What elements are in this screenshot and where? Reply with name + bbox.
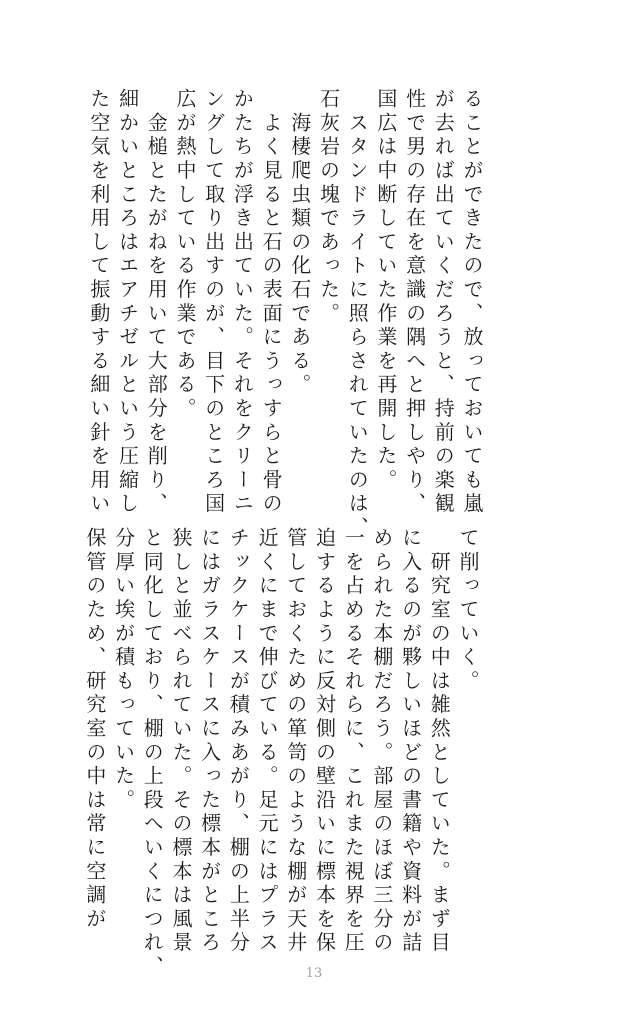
text-line: 国広は中断していた作業を再開した。 [373,88,398,493]
text-line: 広が熱中している作業である。 [172,88,197,422]
text-line: 細かいところはエアチゼルという圧縮し [115,88,140,517]
text-line: 迫するように反対側の壁沿いに標本を保 [312,527,337,956]
text-line: 金槌とたがねを用いて大部分を削り、 [144,88,169,517]
text-line: にはガラスケースに入った標本がところ [197,527,222,956]
text-line: た空気を利用して振動する細い針を用い [86,88,111,517]
text-line: かたちが浮き出ていた。それをクリーニ [230,88,255,517]
text-line: 海棲爬虫類の化石である。 [287,88,312,398]
text-block-top [86,88,486,541]
text-line: 管しておくための箪笥のような棚が天井 [283,527,308,956]
text-line: 保管のため、研究室の中は常に空調が [82,527,107,932]
text-line: 分厚い埃が積もっていた。 [111,527,136,813]
text-line: に入るのが夥しいほどの書籍や資料が詰 [398,527,423,956]
text-line: て削っていく。 [456,527,480,694]
text-line: よく見ると石の表面にうっすらと骨の [259,88,284,517]
text-line: 性で男の存在を意識の隅へと押しやり、 [402,88,427,517]
text-line: チックケースが積みあがり、棚の上半分 [226,527,251,956]
text-line: 研究室の中は雑然としていた。まず目 [427,527,452,956]
text-line: 近くにまで伸びている。足元にはプラス [255,527,280,956]
text-line: 一を占めるそれらに、これまた視界を圧 [341,527,366,956]
page-number: 13 [305,966,323,981]
text-line: スタンドライトに照らされていたのは、 [345,88,370,541]
text-line: ることができたので、放っておいても嵐 [460,88,484,517]
text-line: 石灰岩の塊であった。 [316,88,341,326]
text-line: 狭しと並べられていた。その標本は風景 [168,527,193,956]
text-line: と同化しており、棚の上段へいくにつれ、 [140,527,165,980]
text-line: ングして取り出すのが、目下のところ国 [201,88,226,517]
text-line: められた本棚だろう。部屋のほぼ三分の [369,527,394,956]
text-line: が去れば出ていくだろうと、持前の楽観 [431,88,456,517]
